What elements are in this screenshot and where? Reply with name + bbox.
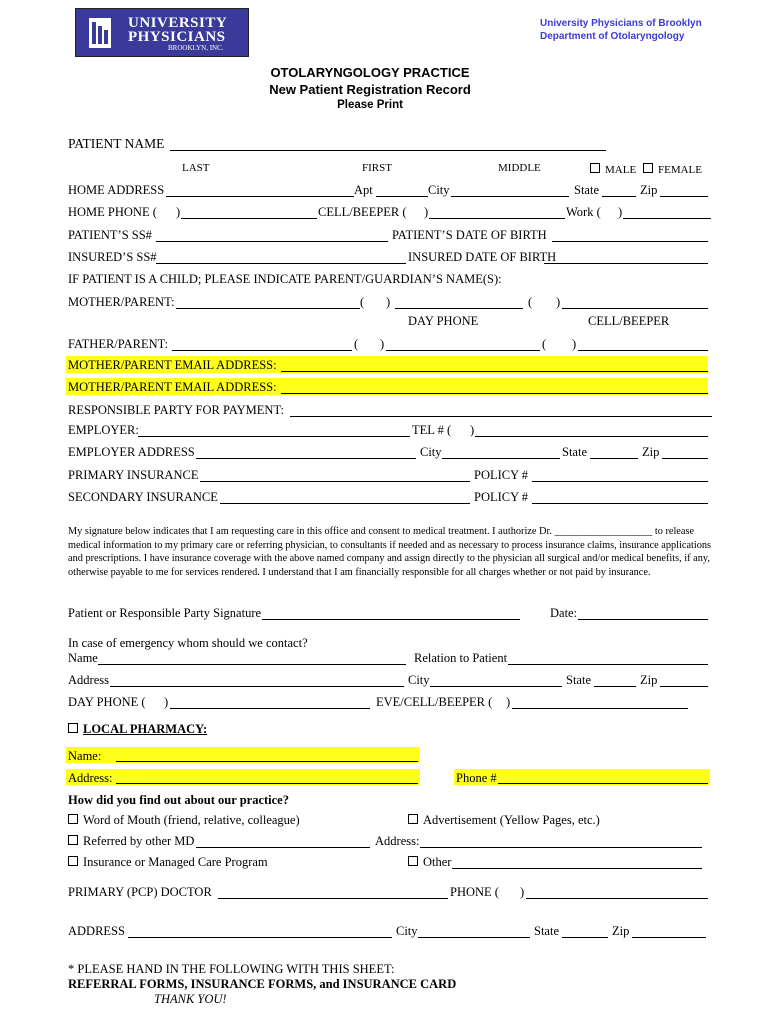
emergency-address-field[interactable] (110, 686, 404, 687)
secondary-policy-field[interactable] (532, 503, 708, 504)
pcp-address-field[interactable] (128, 937, 392, 938)
insured-ss-label: INSURED’S SS# (68, 250, 157, 264)
pharmacy-phone-field[interactable] (498, 783, 708, 784)
father-parent-label: FATHER/PARENT: (68, 337, 169, 351)
footer-documents: REFERRAL FORMS, INSURANCE FORMS, and INSURANCE CARD (68, 977, 457, 991)
primary-insurance-label: PRIMARY INSURANCE (68, 468, 199, 482)
mother-cell-field[interactable] (562, 308, 708, 309)
university-physicians-logo (75, 8, 249, 57)
father-cell-close: ) (572, 337, 577, 351)
employer-label: EMPLOYER: (68, 423, 139, 437)
pcp-state-field[interactable] (562, 937, 608, 938)
form-title: OTOLARYNGOLOGY PRACTICE (270, 65, 470, 80)
emergency-name-label: Name (68, 651, 98, 665)
emergency-city-label: City (408, 673, 430, 687)
home-phone-field[interactable] (181, 218, 317, 219)
mother-day-phone-field[interactable] (395, 308, 523, 309)
primary-policy-field[interactable] (532, 481, 708, 482)
pharmacy-name-field[interactable] (116, 761, 418, 762)
pharmacy-checkbox[interactable] (68, 723, 78, 733)
pcp-zip-field[interactable] (632, 937, 706, 938)
consent-paragraph: My signature below indicates that I am requesting care in this office and consent to medical treatment. I authorize Dr. ___________________ to release medical information to my primary care or referring physician, to consultants if needed and as necessary to process insurance claims, insurance applications and prescriptions. I have insurance coverage with the above named company and assign directly to the physician all surgical and/or medical benefits, if any, otherwise payable to me for services rendered. I understand that I am financially responsible for all charges whether or not paid by insurance. (68, 526, 712, 578)
mother-parent-field[interactable] (176, 308, 360, 309)
father-cell-open: ( (542, 337, 547, 351)
emergency-state-field[interactable] (594, 686, 636, 687)
local-pharmacy-heading: LOCAL PHARMACY: (83, 722, 208, 736)
father-day-open: ( (354, 337, 359, 351)
eve-cell-field[interactable] (512, 708, 688, 709)
referred-md-field[interactable] (196, 847, 370, 848)
employer-field[interactable] (138, 436, 410, 437)
home-address-label: HOME ADDRESS (68, 183, 165, 197)
employer-zip-label: Zip (642, 445, 660, 459)
home-address-field[interactable] (166, 196, 354, 197)
date-label: Date: (550, 606, 578, 620)
signature-label: Patient or Responsible Party Signature (68, 606, 262, 620)
primary-policy-label: POLICY # (474, 468, 529, 482)
referred-checkbox[interactable] (68, 835, 78, 845)
patient-dob-label: PATIENT’S DATE OF BIRTH (392, 228, 547, 242)
emergency-name-field[interactable] (98, 664, 406, 665)
female-checkbox[interactable] (643, 163, 653, 173)
footer-instruction: * PLEASE HAND IN THE FOLLOWING WITH THIS SHEET: (68, 962, 395, 976)
zip-label: Zip (640, 183, 658, 197)
eve-cell-close: ) (506, 695, 511, 709)
logo-line-1: UNIVERSITY (128, 15, 228, 31)
email-label-2: MOTHER/PARENT EMAIL ADDRESS: (68, 380, 277, 394)
local-pharmacy-option[interactable] (68, 723, 207, 736)
pharmacy-address-field[interactable] (116, 783, 418, 784)
middle-name-caption: MIDDLE (498, 162, 541, 174)
employer-address-field[interactable] (196, 458, 416, 459)
cell-beeper-field[interactable] (429, 218, 565, 219)
emergency-day-phone-field[interactable] (170, 708, 370, 709)
emergency-zip-label: Zip (640, 673, 658, 687)
mother-day-close: ) (386, 295, 391, 309)
insurance-program-option[interactable]: Insurance or Managed Care Program (68, 856, 268, 869)
employer-city-label: City (420, 445, 442, 459)
pcp-zip-label: Zip (612, 924, 630, 938)
patient-ss-field[interactable] (156, 241, 388, 242)
insured-ss-field[interactable] (156, 263, 406, 264)
email-label-1: MOTHER/PARENT EMAIL ADDRESS: (68, 358, 277, 372)
work-phone-close: ) (618, 205, 623, 219)
logo-line-3: BROOKLYN, INC. (168, 44, 224, 52)
cell-beeper-close: ) (424, 205, 429, 219)
form-instruction: Please Print (337, 99, 403, 111)
form-subtitle: New Patient Registration Record (269, 82, 471, 97)
org-name: University Physicians of Brooklyn (540, 18, 702, 29)
emergency-zip-field[interactable] (660, 686, 708, 687)
secondary-insurance-field[interactable] (220, 503, 470, 504)
emergency-address-label: Address (68, 673, 109, 687)
pcp-phone-field[interactable] (526, 898, 708, 899)
insured-dob-field[interactable] (544, 263, 708, 264)
responsible-party-label: RESPONSIBLE PARTY FOR PAYMENT: (68, 403, 284, 417)
pcp-phone-close: ) (520, 885, 525, 899)
word-of-mouth-option[interactable]: Word of Mouth (friend, relative, colleague) (68, 814, 300, 827)
home-phone-label: HOME PHONE ( (68, 205, 157, 219)
work-phone-field[interactable] (623, 218, 711, 219)
patient-name-field[interactable] (170, 150, 606, 151)
pcp-city-field[interactable] (418, 937, 530, 938)
employer-state-label: State (562, 445, 587, 459)
emergency-state-label: State (566, 673, 591, 687)
relation-label: Relation to Patient (414, 651, 508, 665)
mother-cell-close: ) (556, 295, 561, 309)
home-phone-close: ) (176, 205, 181, 219)
first-name-caption: FIRST (362, 162, 392, 174)
pcp-doctor-field[interactable] (218, 898, 448, 899)
emergency-day-phone-close: ) (164, 695, 169, 709)
mother-day-open: ( (360, 295, 365, 309)
emergency-day-phone-label: DAY PHONE ( (68, 695, 146, 709)
primary-insurance-field[interactable] (200, 481, 470, 482)
pcp-phone-label: PHONE ( (450, 885, 499, 899)
cell-beeper-caption: CELL/BEEPER (588, 314, 670, 328)
employer-city-field[interactable] (442, 458, 560, 459)
apt-field[interactable] (376, 196, 428, 197)
zip-field[interactable] (660, 196, 708, 197)
referred-option[interactable]: Referred by other MD (68, 835, 194, 848)
eve-cell-label: EVE/CELL/BEEPER ( (376, 695, 493, 709)
female-option[interactable]: FEMALE (643, 163, 702, 176)
employer-tel-close: ) (470, 423, 475, 437)
advertisement-checkbox[interactable] (408, 814, 418, 824)
pcp-address-label: ADDRESS (68, 924, 125, 938)
logo-line-2: PHYSICIANS (128, 29, 226, 45)
father-day-phone-field[interactable] (386, 350, 540, 351)
employer-zip-field[interactable] (662, 458, 708, 459)
patient-dob-field[interactable] (552, 241, 708, 242)
emergency-question: In case of emergency whom should we contact? (68, 636, 308, 650)
email-field-2[interactable] (281, 393, 708, 394)
cell-beeper-label: CELL/BEEPER ( (318, 205, 407, 219)
relation-field[interactable] (508, 664, 708, 665)
referred-address-label: Address: (375, 834, 420, 848)
email-field-1[interactable] (281, 371, 708, 372)
insurance-program-checkbox[interactable] (68, 856, 78, 866)
child-note: IF PATIENT IS A CHILD; PLEASE INDICATE PARENT/GUARDIAN’S NAME(S): (68, 272, 502, 286)
found-question: How did you find out about our practice? (68, 793, 289, 807)
city-field[interactable] (451, 196, 569, 197)
city-label: City (428, 183, 450, 197)
org-department: Department of Otolaryngology (540, 31, 685, 42)
last-name-caption: LAST (182, 162, 210, 174)
pcp-doctor-label: PRIMARY (PCP) DOCTOR (68, 885, 212, 899)
other-field[interactable] (452, 868, 702, 869)
day-phone-caption: DAY PHONE (408, 314, 479, 328)
state-label: State (574, 183, 599, 197)
insured-dob-label: INSURED DATE OF BIRTH (408, 250, 557, 264)
other-option[interactable]: Other (408, 856, 451, 869)
secondary-insurance-label: SECONDARY INSURANCE (68, 490, 218, 504)
employer-state-field[interactable] (590, 458, 638, 459)
responsible-party-field[interactable] (290, 416, 712, 417)
mother-cell-open: ( (528, 295, 533, 309)
advertisement-option[interactable]: Advertisement (Yellow Pages, etc.) (408, 814, 600, 827)
pcp-city-label: City (396, 924, 418, 938)
father-cell-field[interactable] (578, 350, 708, 351)
patient-name-label: PATIENT NAME (68, 136, 165, 151)
male-option[interactable]: MALE (590, 163, 636, 176)
work-phone-label: Work ( (566, 205, 601, 219)
male-checkbox[interactable] (590, 163, 600, 173)
word-of-mouth-checkbox[interactable] (68, 814, 78, 824)
pharmacy-phone-label: Phone # (456, 771, 497, 785)
pharmacy-name-label: Name: (68, 749, 102, 763)
emergency-city-field[interactable] (430, 686, 562, 687)
father-day-close: ) (380, 337, 385, 351)
employer-tel-label: TEL # ( (412, 423, 452, 437)
employer-address-label: EMPLOYER ADDRESS (68, 445, 195, 459)
mother-parent-label: MOTHER/PARENT: (68, 295, 175, 309)
building-logo-icon (89, 18, 111, 48)
other-checkbox[interactable] (408, 856, 418, 866)
father-parent-field[interactable] (172, 350, 352, 351)
pcp-state-label: State (534, 924, 559, 938)
signature-field[interactable] (262, 619, 520, 620)
secondary-policy-label: POLICY # (474, 490, 529, 504)
patient-ss-label: PATIENT’S SS# (68, 228, 152, 242)
employer-tel-field[interactable] (475, 436, 708, 437)
date-field[interactable] (578, 619, 708, 620)
pharmacy-address-label: Address: (68, 771, 113, 785)
apt-label: Apt (354, 183, 373, 197)
state-field[interactable] (602, 196, 636, 197)
footer-thanks: THANK YOU! (154, 992, 227, 1006)
referred-address-field[interactable] (420, 847, 702, 848)
